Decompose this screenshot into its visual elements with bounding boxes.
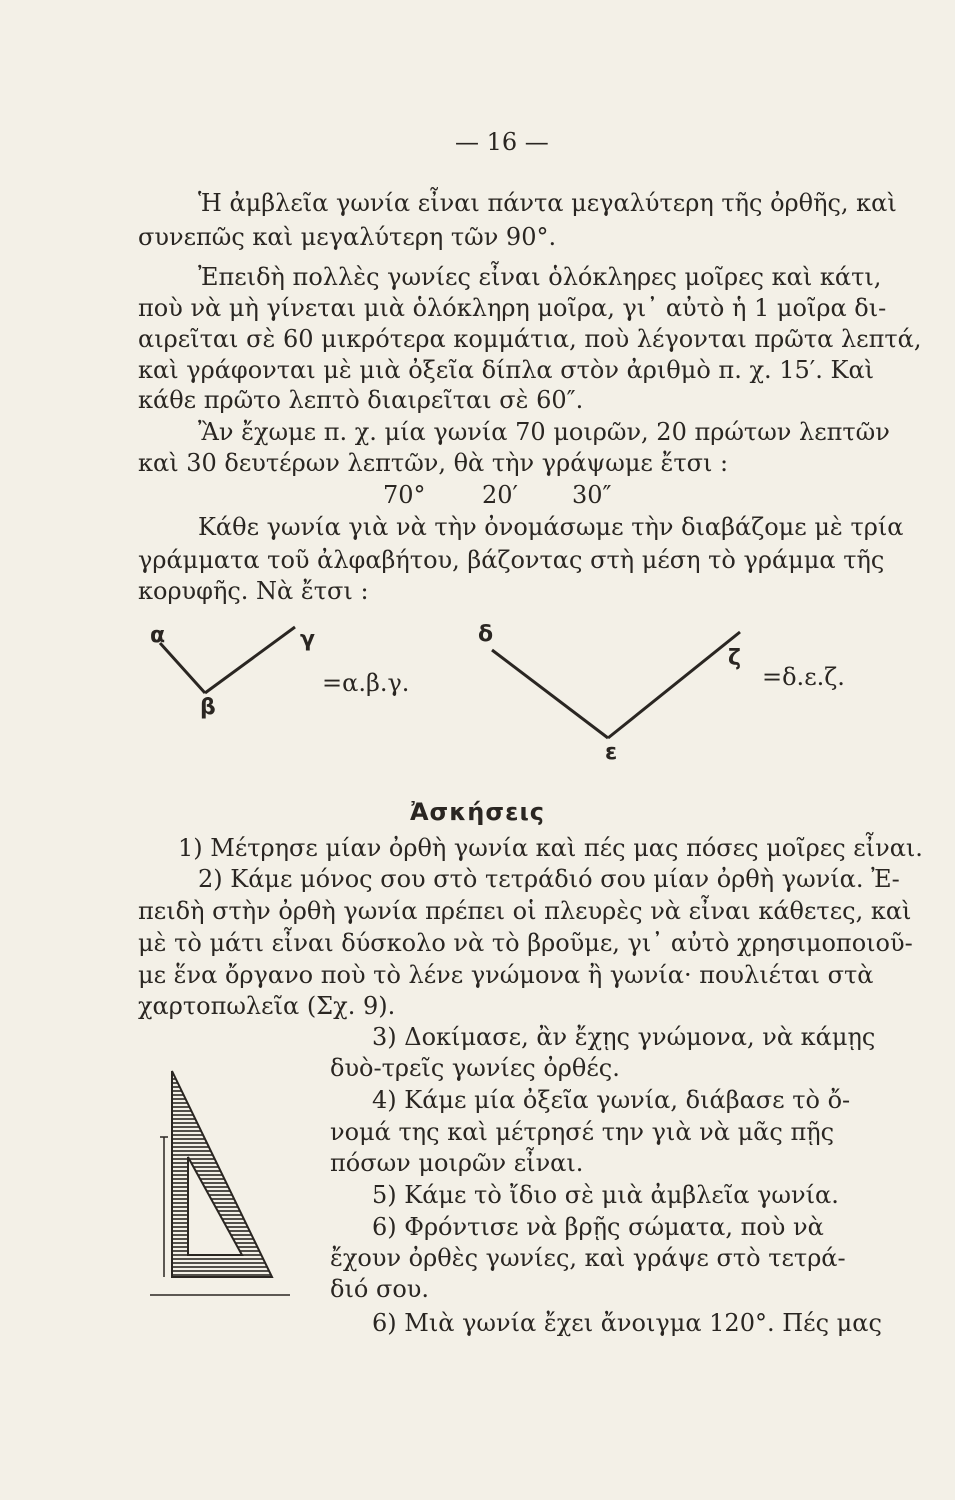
label-delta: δ bbox=[478, 622, 494, 647]
exercise-7-line: 6) Μιὰ γωνία ἔχει ἄνοιγμα 120°. Πές μας bbox=[372, 1309, 882, 1337]
text-line: Ἂν ἔχωμε π. χ. μία γωνία 70 μοιρῶν, 20 πρώτων λεπτῶν bbox=[198, 418, 890, 446]
angle-figure-2 bbox=[470, 622, 760, 772]
exercise-2-line: με ἕνα ὄργανο ποὺ τὸ λένε γνώμονα ἢ γωνία· πουλιέται στὰ bbox=[138, 961, 874, 989]
angle-figure-1 bbox=[140, 615, 340, 725]
text-line: καὶ 30 δευτέρων λεπτῶν, θὰ τὴν γράψωμε ἔτσι : bbox=[138, 449, 729, 477]
exercises-heading: Ἀσκήσεις bbox=[409, 798, 546, 826]
text-line: ποὺ νὰ μὴ γίνεται μιὰ ὁλόκληρη μοῖρα, γι᾽ αὐτὸ ἡ 1 μοῖρα δι- bbox=[138, 294, 887, 322]
text-line: καὶ γράφονται μὲ μιὰ ὀξεῖα δίπλα στὸν ἀριθμὸ π. χ. 15′. Καὶ bbox=[138, 356, 875, 384]
angle-degrees: 70° bbox=[383, 481, 426, 509]
exercise-4-line: 4) Κάμε μία ὀξεῖα γωνία, διάβασε τὸ ὄ- bbox=[372, 1086, 851, 1114]
label-zeta: ζ bbox=[728, 646, 741, 671]
angle-2-side-left bbox=[492, 650, 608, 738]
text-line: αιρεῖται σὲ 60 μικρότερα κομμάτια, ποὺ λέγονται πρῶτα λεπτά, bbox=[138, 325, 922, 353]
exercise-4-line: νομά της καὶ μέτρησέ την γιὰ νὰ μᾶς πῇς bbox=[330, 1118, 835, 1146]
page-number: — 16 — bbox=[455, 128, 549, 156]
exercise-5: 5) Κάμε τὸ ἴδιο σὲ μιὰ ἀμβλεῖα γωνία. bbox=[372, 1181, 839, 1209]
exercise-2-line: μὲ τὸ μάτι εἶναι δύσκολο νὰ τὸ βροῦμε, γι᾽ αὐτὸ χρησιμοποιοῦ- bbox=[138, 929, 913, 957]
text-line: κορυφῆς. Νὰ ἔτσι : bbox=[138, 577, 369, 605]
exercise-3-line: 3) Δοκίμασε, ἂν ἔχῃς γνώμονα, νὰ κάμῃς bbox=[372, 1023, 876, 1051]
exercise-6-line: διό σου. bbox=[330, 1275, 429, 1303]
exercise-2-line: χαρτοπωλεῖα (Σχ. 9). bbox=[138, 992, 396, 1020]
angle-2-side-right bbox=[608, 632, 740, 738]
angle-1-side-left bbox=[160, 643, 205, 693]
angle-seconds: 30″ bbox=[572, 481, 612, 509]
exercise-2-line: 2) Κάμε μόνος σου στὸ τετράδιό σου μίαν ὀρθὴ γωνία. Ἐ- bbox=[198, 865, 900, 893]
label-beta: β bbox=[200, 695, 216, 720]
text-line: Ἐπειδὴ πολλὲς γωνίες εἶναι ὁλόκληρες μοῖρες καὶ κάτι, bbox=[198, 263, 882, 291]
label-gamma: γ bbox=[300, 627, 315, 652]
text-line: γράμματα τοῦ ἀλφαβήτου, βάζοντας στὴ μέση τὸ γράμμα τῆς bbox=[138, 546, 885, 574]
set-square-drawing bbox=[150, 1065, 290, 1305]
angle-minutes: 20′ bbox=[482, 481, 518, 509]
exercise-6-line: ἔχουν ὀρθὲς γωνίες, καὶ γράψε στὸ τετρά- bbox=[330, 1244, 846, 1272]
angle-2-name: =δ.ε.ζ. bbox=[762, 663, 845, 691]
exercise-4-line: πόσων μοιρῶν εἶναι. bbox=[330, 1149, 584, 1177]
text-line: συνεπῶς καὶ μεγαλύτερη τῶν 90°. bbox=[138, 223, 557, 251]
set-square-illustration bbox=[150, 1065, 290, 1309]
text-line: Ἡ ἀμβλεῖα γωνία εἶναι πάντα μεγαλύτερη τῆς ὀρθῆς, καὶ bbox=[198, 189, 897, 217]
label-epsilon: ε bbox=[605, 740, 618, 765]
exercise-3-line: δυὸ-τρεῖς γωνίες ὀρθές. bbox=[330, 1054, 620, 1082]
exercise-6-line: 6) Φρόντισε νὰ βρῇς σώματα, ποὺ νὰ bbox=[372, 1213, 824, 1241]
label-alpha: α bbox=[150, 623, 166, 648]
exercise-1: 1) Μέτρησε μίαν ὀρθὴ γωνία καὶ πές μας πόσες μοῖρες εἶναι. bbox=[178, 834, 923, 862]
angle-1-name: =α.β.γ. bbox=[322, 669, 410, 697]
text-line: Κάθε γωνία γιὰ νὰ τὴν ὀνομάσωμε τὴν διαβάζομε μὲ τρία bbox=[198, 513, 904, 541]
exercise-2-line: πειδὴ στὴν ὀρθὴ γωνία πρέπει οἱ πλευρὲς νὰ εἶναι κάθετες, καὶ bbox=[138, 897, 912, 925]
angle-1-side-right bbox=[205, 627, 295, 693]
text-line: κάθε πρῶτο λεπτὸ διαιρεῖται σὲ 60″. bbox=[138, 386, 584, 414]
